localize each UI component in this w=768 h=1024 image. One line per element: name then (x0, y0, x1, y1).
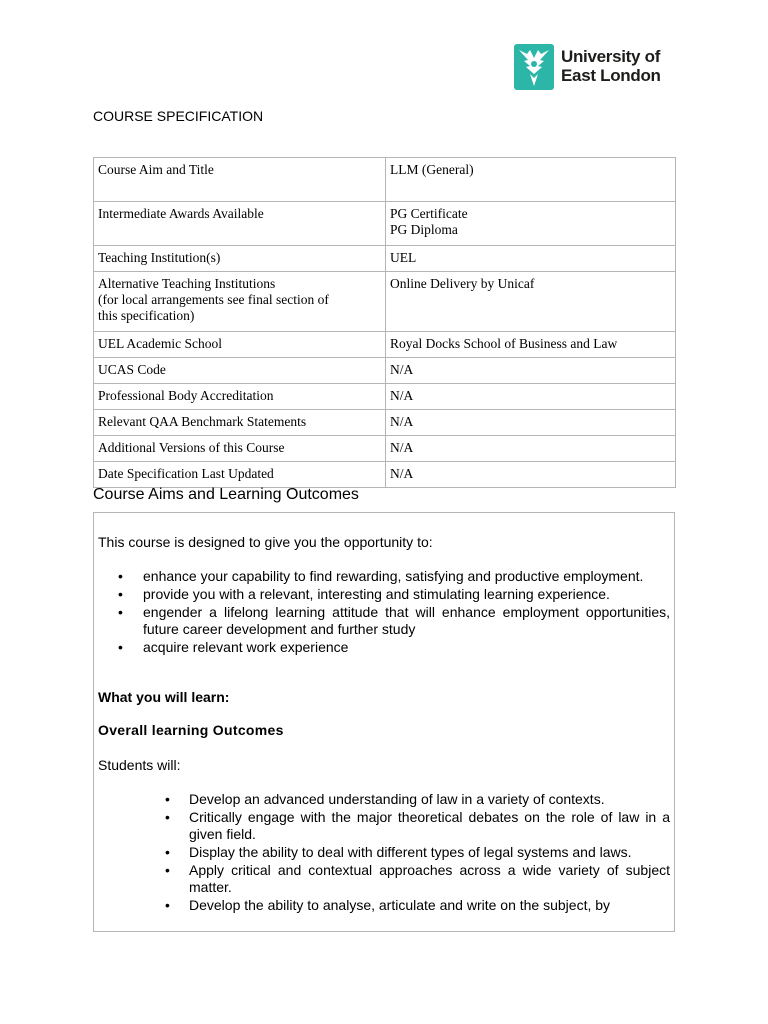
spec-row (94, 358, 676, 384)
spec-row (94, 462, 676, 488)
spec-row (94, 246, 676, 272)
spec-label-line: Relevant QAA Benchmark Statements (98, 414, 307, 429)
spec-label-cell (94, 410, 386, 436)
spec-label-cell (94, 436, 386, 462)
spec-value-line: LLM (General) (390, 162, 474, 177)
logo-line-1: University of (561, 47, 661, 66)
spec-label-cell (94, 202, 386, 246)
spec-value-cell (386, 384, 676, 410)
spec-value-line: N/A (390, 388, 414, 403)
spec-label-line: Alternative Teaching Institutions (98, 276, 276, 291)
spec-label-line: Additional Versions of this Course (98, 440, 285, 455)
outcome-item: • Develop the ability to analyse, articulate and write on the subject, by (165, 897, 670, 914)
aim-item: • engender a lifelong learning attitude that will enhance employment opportunities, future career development and further study (118, 604, 670, 638)
spec-value-line: PG Diploma (390, 222, 458, 237)
logo-line-2: East London (561, 66, 661, 85)
spec-value-line: N/A (390, 414, 414, 429)
spec-label-line: UEL Academic School (98, 336, 222, 351)
document-title: COURSE SPECIFICATION (93, 108, 264, 124)
uel-phoenix-logo-icon (514, 44, 554, 90)
spec-label-cell (94, 358, 386, 384)
spec-label-cell (94, 246, 386, 272)
spec-label-cell (94, 272, 386, 332)
spec-label-line: Professional Body Accreditation (98, 388, 274, 403)
what-you-will-learn-heading: What you will learn: (98, 689, 230, 705)
spec-value-cell (386, 202, 676, 246)
spec-label-line: Intermediate Awards Available (98, 206, 264, 221)
spec-row (94, 158, 676, 202)
outcome-item: • Develop an advanced understanding of law in a variety of contexts. (165, 791, 670, 808)
spec-label-line: this specification) (98, 308, 195, 323)
spec-value-line: N/A (390, 466, 414, 481)
spec-row (94, 202, 676, 246)
aims-list (118, 568, 670, 657)
spec-row (94, 436, 676, 462)
spec-label-line: Date Specification Last Updated (98, 466, 274, 481)
spec-value-cell (386, 246, 676, 272)
spec-row (94, 332, 676, 358)
spec-value-line: N/A (390, 440, 414, 455)
spec-label-line: UCAS Code (98, 362, 166, 377)
aims-outcomes-box (93, 512, 675, 932)
spec-label-cell (94, 158, 386, 202)
spec-value-cell (386, 410, 676, 436)
spec-row (94, 410, 676, 436)
spec-label-cell (94, 384, 386, 410)
spec-value-line: Online Delivery by Unicaf (390, 276, 535, 291)
spec-label-line: Course Aim and Title (98, 162, 214, 177)
outcome-item: • Apply critical and contextual approaches across a wide variety of subject matter. (165, 862, 670, 896)
section-heading: Course Aims and Learning Outcomes (93, 486, 359, 503)
spec-value-line: Royal Docks School of Business and Law (390, 336, 618, 351)
spec-value-line: UEL (390, 250, 417, 265)
spec-label-line: Teaching Institution(s) (98, 250, 221, 265)
course-specification-table (93, 157, 676, 488)
spec-value-cell (386, 358, 676, 384)
spec-row (94, 384, 676, 410)
outcome-item: • Display the ability to deal with different types of legal systems and laws. (165, 844, 670, 861)
spec-label-cell (94, 332, 386, 358)
university-logo (514, 44, 674, 90)
aim-item: • provide you with a relevant, interesting and stimulating learning experience. (118, 586, 670, 603)
spec-value-line: N/A (390, 362, 414, 377)
logo-wordmark (561, 47, 661, 85)
spec-value-cell (386, 436, 676, 462)
spec-label-cell (94, 462, 386, 488)
aim-item: • enhance your capability to find rewarding, satisfying and productive employment. (118, 568, 670, 585)
spec-value-cell (386, 272, 676, 332)
outcome-item: • Critically engage with the major theoretical debates on the role of law in a given field. (165, 809, 670, 843)
overall-outcomes-heading: Overall learning Outcomes (98, 722, 284, 738)
spec-value-cell (386, 462, 676, 488)
aim-item: • acquire relevant work experience (118, 639, 670, 656)
outcomes-list (165, 791, 670, 915)
students-intro: Students will: (98, 757, 181, 773)
spec-value-cell (386, 158, 676, 202)
spec-value-line: PG Certificate (390, 206, 468, 221)
spec-row (94, 272, 676, 332)
spec-label-line: (for local arrangements see final section of (98, 292, 329, 307)
spec-value-cell (386, 332, 676, 358)
aims-intro: This course is designed to give you the opportunity to: (98, 534, 433, 550)
